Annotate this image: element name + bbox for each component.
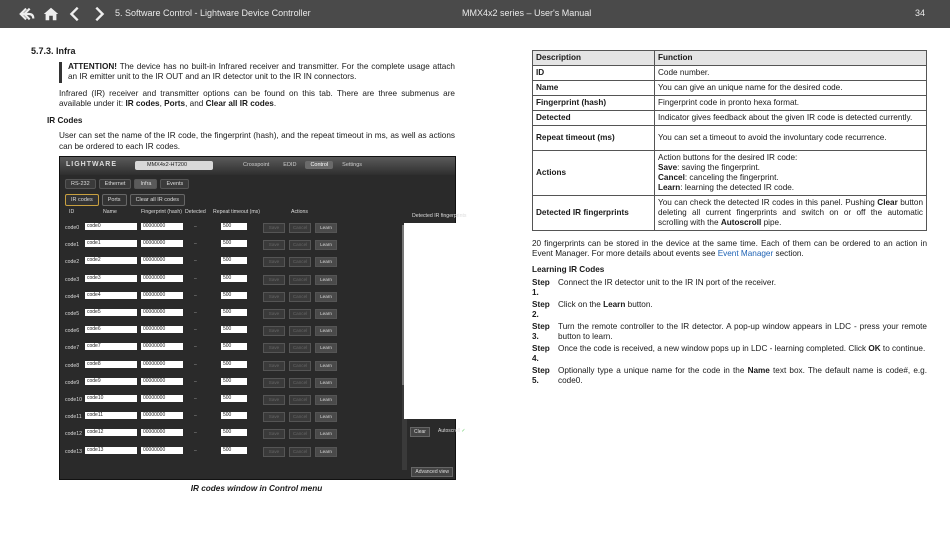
actions-save bbox=[658, 163, 923, 173]
ir-code-row bbox=[63, 359, 401, 376]
detected-indicator: – bbox=[194, 327, 197, 334]
fingerprint-input[interactable]: 00000000 bbox=[141, 309, 183, 316]
detected-indicator: – bbox=[194, 378, 197, 385]
code-id: code13 bbox=[65, 448, 83, 455]
ir-code-row bbox=[63, 376, 401, 393]
header-description: Description bbox=[533, 51, 655, 66]
save-button[interactable]: Save bbox=[263, 412, 285, 422]
learn-button[interactable]: Learn bbox=[315, 240, 337, 250]
device-name: MMX4x2-HT200 bbox=[135, 161, 213, 170]
table-row bbox=[533, 196, 927, 231]
step-pre: Optionally type a unique name for the code in the bbox=[558, 366, 748, 375]
step-item bbox=[532, 344, 927, 364]
fingerprint-input[interactable]: 00000000 bbox=[141, 429, 183, 436]
code-name-input[interactable]: code2 bbox=[85, 257, 137, 264]
step-bold: OK bbox=[868, 344, 881, 353]
col-id: ID bbox=[69, 209, 75, 215]
cancel-button[interactable]: Cancel bbox=[289, 412, 311, 422]
learn-button[interactable]: Learn bbox=[315, 395, 337, 405]
ir-code-row bbox=[63, 221, 401, 238]
ir-code-row bbox=[63, 393, 401, 410]
ir-code-row bbox=[63, 341, 401, 358]
row-value: Fingerprint code in pronto hexa format. bbox=[655, 96, 927, 111]
attention-label: ATTENTION! bbox=[68, 61, 117, 71]
learn-button[interactable]: Learn bbox=[315, 412, 337, 422]
step-item bbox=[532, 278, 927, 298]
fingerprint-input[interactable]: 00000000 bbox=[141, 240, 183, 247]
learn-button[interactable]: Learn bbox=[315, 429, 337, 439]
next-icon[interactable] bbox=[90, 4, 108, 24]
learn-button[interactable]: Learn bbox=[315, 326, 337, 336]
learn-button[interactable]: Learn bbox=[315, 292, 337, 302]
prev-icon[interactable] bbox=[66, 4, 84, 24]
step-text bbox=[558, 366, 927, 386]
step-label: Step 2. bbox=[532, 300, 550, 319]
save-button[interactable]: Save bbox=[263, 292, 285, 302]
actions-cancel bbox=[658, 173, 923, 183]
intro-sub-clear: Clear all IR codes bbox=[205, 99, 274, 108]
cancel-button[interactable]: Cancel bbox=[289, 447, 311, 457]
learn-button[interactable]: Learn bbox=[315, 343, 337, 353]
table-header-row bbox=[533, 51, 927, 66]
advanced-view-button[interactable]: Advanced view bbox=[411, 467, 453, 477]
code-id: code8 bbox=[65, 362, 80, 369]
cancel-desc: : canceling the fingerprint. bbox=[684, 173, 779, 182]
timeout-input[interactable]: 500 bbox=[221, 429, 247, 436]
step-text bbox=[558, 300, 927, 320]
timeout-input[interactable]: 500 bbox=[221, 240, 247, 247]
step-post: to continue. bbox=[880, 344, 926, 353]
detected-indicator: – bbox=[194, 361, 197, 368]
table-row bbox=[533, 151, 927, 196]
code-name-input[interactable]: code11 bbox=[85, 412, 137, 419]
timeout-input[interactable]: 500 bbox=[221, 326, 247, 333]
table-row bbox=[533, 126, 927, 151]
detected-title: Detected IR fingerprints bbox=[412, 213, 467, 219]
manual-title: MMX4x2 series – User's Manual bbox=[462, 8, 592, 18]
detected-indicator: – bbox=[194, 344, 197, 351]
detected-panel bbox=[410, 209, 467, 464]
irtab-ports[interactable]: Ports bbox=[102, 194, 127, 206]
cancel-button[interactable]: Cancel bbox=[289, 257, 311, 267]
ir-code-row bbox=[63, 307, 401, 324]
detected-indicator: – bbox=[194, 430, 197, 437]
subtab-ethernet[interactable]: Ethernet bbox=[99, 179, 132, 189]
step-text: Connect the IR detector unit to the IR IN port of the receiver. bbox=[558, 278, 776, 287]
detected-indicator: – bbox=[194, 396, 197, 402]
back-icon[interactable] bbox=[18, 4, 36, 24]
step-post: button. bbox=[625, 300, 653, 309]
ldc-screenshot bbox=[59, 156, 467, 480]
main-tabs bbox=[238, 161, 367, 169]
right-column bbox=[532, 50, 927, 388]
table-row bbox=[533, 111, 927, 126]
ldc-header bbox=[60, 157, 455, 175]
left-column bbox=[31, 46, 455, 158]
row-key: Detected bbox=[533, 111, 655, 126]
fingerprint-input[interactable]: 00000000 bbox=[141, 343, 183, 350]
timeout-input[interactable]: 500 bbox=[221, 257, 247, 264]
table-row bbox=[533, 66, 927, 81]
step-item bbox=[532, 366, 927, 386]
detected-list bbox=[404, 223, 461, 419]
timeout-input[interactable]: 500 bbox=[221, 309, 247, 316]
step-item bbox=[532, 300, 927, 320]
code-id: code0 bbox=[65, 225, 80, 231]
check-icon: ✓ bbox=[461, 428, 466, 434]
ir-code-row bbox=[63, 427, 401, 444]
step-label: Step 5. bbox=[532, 366, 550, 385]
intro-end: . bbox=[273, 99, 277, 108]
dfp-clear: Clear bbox=[877, 198, 898, 207]
save-button[interactable]: Save bbox=[263, 429, 285, 439]
table-row bbox=[533, 96, 927, 111]
fingerprint-input[interactable]: 00000000 bbox=[141, 257, 183, 264]
clear-button[interactable]: Clear bbox=[410, 427, 430, 437]
row-key: Repeat timeout (ms) bbox=[533, 126, 655, 151]
save-button[interactable]: Save bbox=[263, 326, 285, 336]
timeout-input[interactable]: 500 bbox=[221, 275, 247, 282]
header-function: Function bbox=[655, 51, 927, 66]
row-key: Fingerprint (hash) bbox=[533, 96, 655, 111]
table-row bbox=[533, 81, 927, 96]
timeout-input[interactable]: 500 bbox=[221, 223, 247, 230]
row-value: You can give an unique name for the desired code. bbox=[655, 81, 927, 96]
dfp-text: You can check the detected IR codes in this panel. Pushing bbox=[658, 198, 878, 207]
cancel-term: Cancel bbox=[658, 173, 685, 182]
code-id: code7 bbox=[65, 345, 80, 352]
code-name-input[interactable]: code5 bbox=[85, 309, 137, 316]
detected-indicator: – bbox=[194, 275, 197, 282]
code-id: code4 bbox=[65, 293, 80, 300]
row-value: Code number. bbox=[655, 66, 927, 81]
detected-indicator: – bbox=[194, 310, 197, 316]
cancel-button[interactable]: Cancel bbox=[289, 429, 311, 439]
cancel-button[interactable]: Cancel bbox=[289, 223, 311, 233]
col-fingerprint: Fingerprint (hash) bbox=[141, 209, 182, 215]
ir-code-row bbox=[63, 273, 401, 290]
tab-crosspoint[interactable]: Crosspoint bbox=[243, 162, 270, 168]
section-title: 5. Software Control - Lightware Device Controller bbox=[115, 8, 311, 18]
col-detected: Detected bbox=[185, 209, 206, 215]
autoscroll-label: Autoscroll bbox=[438, 428, 460, 434]
dfp-text: pipe. bbox=[761, 218, 782, 227]
intro-sub-ports: Ports bbox=[164, 99, 186, 108]
code-id: code5 bbox=[65, 311, 80, 317]
subtab-rs232[interactable]: RS-232 bbox=[65, 179, 96, 189]
learn-desc: : learning the detected IR code. bbox=[680, 183, 795, 192]
control-subtabs bbox=[65, 179, 189, 189]
step-post: text box. The default name is code#, e.g. code0. bbox=[558, 366, 928, 385]
fingerprint-input[interactable]: 00000000 bbox=[141, 412, 183, 419]
events-text: 20 fingerprints can be stored in the device at the same time. Each of them can be ordered to an action in Event Manager. For more details about events see bbox=[532, 239, 927, 258]
code-id: code6 bbox=[65, 328, 80, 335]
step-pre: Click on the bbox=[558, 300, 604, 309]
col-name: Name bbox=[103, 209, 117, 215]
save-button[interactable]: Save bbox=[263, 223, 285, 233]
cancel-button[interactable]: Cancel bbox=[289, 292, 311, 302]
detected-indicator: – bbox=[194, 241, 197, 248]
cancel-button[interactable]: Cancel bbox=[289, 275, 311, 285]
detected-indicator: – bbox=[194, 413, 197, 420]
save-term: Save bbox=[658, 163, 678, 172]
code-name-input[interactable]: code8 bbox=[85, 361, 137, 368]
intro-sep: , bbox=[159, 99, 165, 108]
learn-button[interactable]: Learn bbox=[315, 378, 337, 388]
save-button[interactable]: Save bbox=[263, 309, 285, 319]
dfp-autoscroll: Autoscroll bbox=[720, 218, 762, 227]
code-name-input[interactable]: code0 bbox=[85, 223, 137, 230]
fingerprint-input[interactable]: 00000000 bbox=[141, 292, 183, 299]
ir-code-row bbox=[63, 445, 401, 462]
cancel-button[interactable]: Cancel bbox=[289, 240, 311, 250]
home-icon[interactable] bbox=[42, 4, 60, 24]
figure-caption: IR codes window in Control menu bbox=[190, 484, 323, 493]
timeout-input[interactable]: 500 bbox=[221, 395, 247, 402]
step-label: Step 4. bbox=[532, 344, 550, 363]
learn-button[interactable]: Learn bbox=[315, 275, 337, 285]
code-name-input[interactable]: code3 bbox=[85, 275, 137, 282]
fingerprint-input[interactable]: 00000000 bbox=[141, 395, 183, 402]
ir-code-row bbox=[63, 255, 401, 272]
code-name-input[interactable]: code4 bbox=[85, 292, 137, 299]
section-heading: 5.7.3. Infra bbox=[31, 46, 76, 56]
code-name-input[interactable]: code7 bbox=[85, 343, 137, 350]
events-text: section. bbox=[773, 249, 804, 258]
timeout-input[interactable]: 500 bbox=[221, 292, 247, 299]
step-label: Step 3. bbox=[532, 322, 550, 341]
code-id: code10 bbox=[65, 397, 83, 403]
fingerprint-input[interactable]: 00000000 bbox=[141, 275, 183, 282]
code-id: code1 bbox=[65, 242, 80, 249]
nav-icons bbox=[18, 4, 108, 24]
lightware-logo: LIGHTWARE bbox=[66, 161, 117, 168]
col-actions: Actions bbox=[291, 209, 309, 215]
tab-control[interactable]: Control bbox=[305, 161, 333, 169]
learn-button[interactable]: Learn bbox=[315, 309, 337, 319]
page-number: 34 bbox=[914, 8, 925, 18]
event-manager-link[interactable]: Event Manager bbox=[717, 249, 774, 258]
fingerprint-input[interactable]: 00000000 bbox=[141, 361, 183, 368]
ir-code-row bbox=[63, 324, 401, 341]
ir-code-row bbox=[63, 238, 401, 255]
save-button[interactable]: Save bbox=[263, 395, 285, 405]
code-name-input[interactable]: code10 bbox=[85, 395, 137, 402]
irtab-clear-all[interactable]: Clear all IR codes bbox=[130, 194, 185, 206]
ir-code-row bbox=[63, 290, 401, 307]
fingerprint-input[interactable]: 00000000 bbox=[141, 326, 183, 333]
code-id: code9 bbox=[65, 379, 80, 386]
cancel-button[interactable]: Cancel bbox=[289, 326, 311, 336]
intro-sub-ir-codes: IR codes bbox=[125, 99, 160, 108]
fingerprint-input[interactable]: 00000000 bbox=[141, 378, 183, 385]
intro-text: Infrared (IR) receiver and transmitter options can be found on this tab. There are three submenus are available under it: bbox=[59, 88, 455, 108]
actions-intro: Action buttons for the desired IR code: bbox=[658, 153, 798, 162]
learn-term: Learn bbox=[658, 183, 681, 192]
learn-button[interactable]: Learn bbox=[315, 447, 337, 457]
detected-indicator: – bbox=[194, 224, 197, 230]
save-button[interactable]: Save bbox=[263, 378, 285, 388]
row-value bbox=[655, 151, 927, 196]
code-id: code2 bbox=[65, 259, 80, 266]
cancel-button[interactable]: Cancel bbox=[289, 361, 311, 371]
step-item bbox=[532, 322, 927, 342]
cancel-button[interactable]: Cancel bbox=[289, 309, 311, 319]
actions-learn bbox=[658, 183, 923, 193]
subtab-events[interactable]: Events bbox=[160, 179, 189, 189]
step-text: Turn the remote controller to the IR detector. A pop-up window appears in LDC - press your remote button to learn. bbox=[558, 322, 927, 341]
learn-button[interactable]: Learn bbox=[315, 257, 337, 267]
autoscroll-toggle[interactable] bbox=[438, 428, 466, 434]
save-button[interactable]: Save bbox=[263, 361, 285, 371]
ir-codes-paragraph: User can set the name of the IR code, the fingerprint (hash), and the repeat timeout in ms, as well as actions can be ordered to each IR codes. bbox=[59, 131, 455, 151]
code-name-input[interactable]: code9 bbox=[85, 378, 137, 385]
subtab-infra[interactable]: Infra bbox=[134, 179, 157, 189]
timeout-input[interactable]: 500 bbox=[221, 447, 247, 454]
fingerprint-input[interactable]: 00000000 bbox=[141, 447, 183, 454]
learn-button[interactable]: Learn bbox=[315, 361, 337, 371]
row-key: Name bbox=[533, 81, 655, 96]
cancel-button[interactable]: Cancel bbox=[289, 378, 311, 388]
ir-code-row bbox=[63, 410, 401, 427]
save-desc: : saving the fingerprint. bbox=[677, 163, 760, 172]
step-pre: Once the code is received, a new window pops up in LDC - learning completed. Click bbox=[558, 344, 869, 353]
timeout-input[interactable]: 500 bbox=[221, 412, 247, 419]
cancel-button[interactable]: Cancel bbox=[289, 395, 311, 405]
code-name-input[interactable]: code6 bbox=[85, 326, 137, 333]
tab-settings[interactable]: Settings bbox=[342, 162, 363, 168]
description-table bbox=[532, 50, 927, 231]
dfp-text: button deleting all current fingerprints and switch on or off the automatic scrolling with the bbox=[658, 198, 924, 227]
attention-note bbox=[59, 62, 455, 83]
timeout-input[interactable]: 500 bbox=[221, 378, 247, 385]
ir-codes-heading: IR Codes bbox=[47, 115, 83, 125]
detected-indicator: – bbox=[194, 447, 197, 454]
code-name-input[interactable]: code13 bbox=[85, 447, 137, 454]
detected-indicator: – bbox=[194, 258, 197, 265]
irtab-ir-codes[interactable]: IR codes bbox=[65, 194, 99, 206]
timeout-input[interactable]: 500 bbox=[221, 343, 247, 350]
ir-codes-grid bbox=[63, 209, 401, 464]
step-label: Step 1. bbox=[532, 278, 550, 297]
events-paragraph bbox=[532, 239, 927, 259]
code-name-input[interactable]: code12 bbox=[85, 429, 137, 436]
row-key: ID bbox=[533, 66, 655, 81]
row-value: Indicator gives feedback about the given IR code is detected currently. bbox=[655, 111, 927, 126]
detected-indicator: – bbox=[194, 292, 197, 299]
cancel-button[interactable]: Cancel bbox=[289, 343, 311, 353]
row-key: Actions bbox=[533, 151, 655, 196]
row-value bbox=[655, 196, 927, 231]
save-button[interactable]: Save bbox=[263, 447, 285, 457]
intro-paragraph bbox=[59, 89, 455, 110]
top-bar bbox=[0, 0, 950, 28]
step-text bbox=[558, 344, 927, 364]
row-key: Detected IR fingerprints bbox=[533, 196, 655, 231]
learn-button[interactable]: Learn bbox=[315, 223, 337, 233]
code-name-input[interactable]: code1 bbox=[85, 240, 137, 247]
infra-subtabs bbox=[65, 194, 185, 206]
step-bold: Learn bbox=[603, 300, 626, 309]
learning-heading: Learning IR Codes bbox=[532, 265, 605, 274]
timeout-input[interactable]: 500 bbox=[221, 361, 247, 368]
save-button[interactable]: Save bbox=[263, 343, 285, 353]
save-button[interactable]: Save bbox=[263, 257, 285, 267]
step-bold: Name bbox=[747, 366, 770, 375]
code-id: code11 bbox=[65, 414, 82, 421]
save-button[interactable]: Save bbox=[263, 275, 285, 285]
attention-text: The device has no built-in Infrared receiver and transmitter. For the complete usage attach an IR emitter unit to the IR OUT and an IR detector unit to the IR IN connectors. bbox=[68, 61, 455, 81]
code-id: code3 bbox=[65, 276, 80, 283]
intro-sep: , and bbox=[185, 99, 206, 108]
save-button[interactable]: Save bbox=[263, 240, 285, 250]
fingerprint-input[interactable]: 00000000 bbox=[141, 223, 183, 230]
row-value: You can set a timeout to avoid the involuntary code recurrence. bbox=[655, 126, 927, 151]
tab-edid[interactable]: EDID bbox=[283, 162, 297, 168]
col-timeout: Repeat timeout (ms) bbox=[213, 209, 260, 215]
code-id: code12 bbox=[65, 431, 83, 438]
